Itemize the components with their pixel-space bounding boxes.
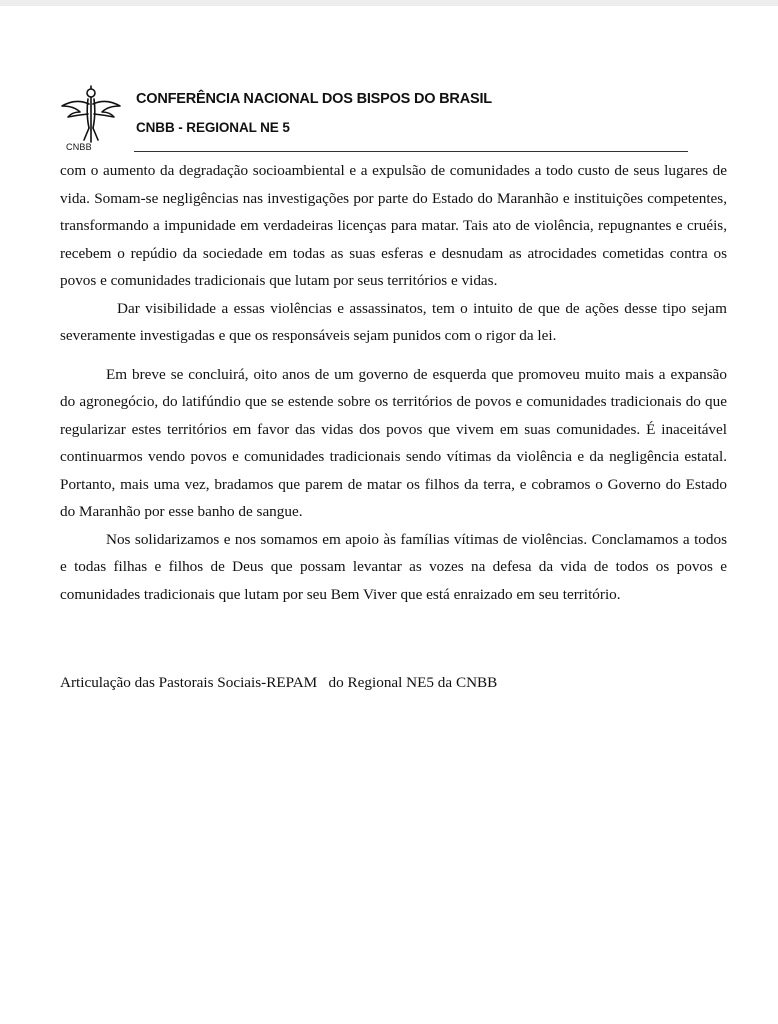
- logo-label: CNBB: [66, 142, 92, 152]
- paragraph-3: Em breve se concluirá, oito anos de um governo de esquerda que promoveu muito mais a expansão do agronegócio, do latifúndio que se estende sobre os territórios de povos e comunidades tradicionais do que regularizar estes territórios em favor das vidas dos povos que vivem em suas comunidades. É inaceitável continuarmos vendo povos e comunidades tradicionais sendo vítimas da violência e da negligência estatal. Portanto, mais uma vez, bradamos que parem de matar os filhos da terra, e cobramos o Governo do Estado do Maranhão por esse banho de sangue.: [60, 365, 727, 520]
- top-edge-strip: [0, 0, 778, 6]
- dove-cross-icon: [58, 84, 124, 146]
- paragraph-1: com o aumento da degradação socioambiental e a expulsão de comunidades a todo custo de seus lugares de vida. Somam-se negligências nas investigações por parte do Estado do Maranhão e instituições competentes, transformando a impunidade em verdadeiras licenças para matar. Tais ato de violência, repugnantes e cruéis, recebem o repúdio da sociedade em todas as suas esferas e desnudam as atrocidades cometidas contra os povos e comunidades tradicionais que lutam por seus territórios e vidas.: [60, 162, 727, 289]
- header-divider: [134, 151, 688, 152]
- letter-body: [60, 157, 727, 608]
- cnbb-logo: [58, 84, 124, 160]
- paragraph-4: Nos solidarizamos e nos somamos em apoio às famílias vítimas de violências. Conclamamos a todos e todas filhas e filhos de Deus que possam levantar as vozes na defesa da vida de todos os povos e comunidades tradicionais que lutam por seu Bem Viver que está enraizado em seu território.: [60, 530, 727, 603]
- paragraph-2: Dar visibilidade a essas violências e assassinatos, tem o intuito de que de ações desse tipo sejam severamente investigadas e que os responsáveis sejam punidos com o rigor da lei.: [60, 299, 727, 344]
- organization-title: CONFERÊNCIA NACIONAL DOS BISPOS DO BRASIL: [136, 91, 492, 107]
- signature-line: Articulação das Pastorais Sociais-REPAM do Regional NE5 da CNBB: [60, 674, 498, 691]
- organization-subtitle: CNBB - REGIONAL NE 5: [136, 120, 290, 135]
